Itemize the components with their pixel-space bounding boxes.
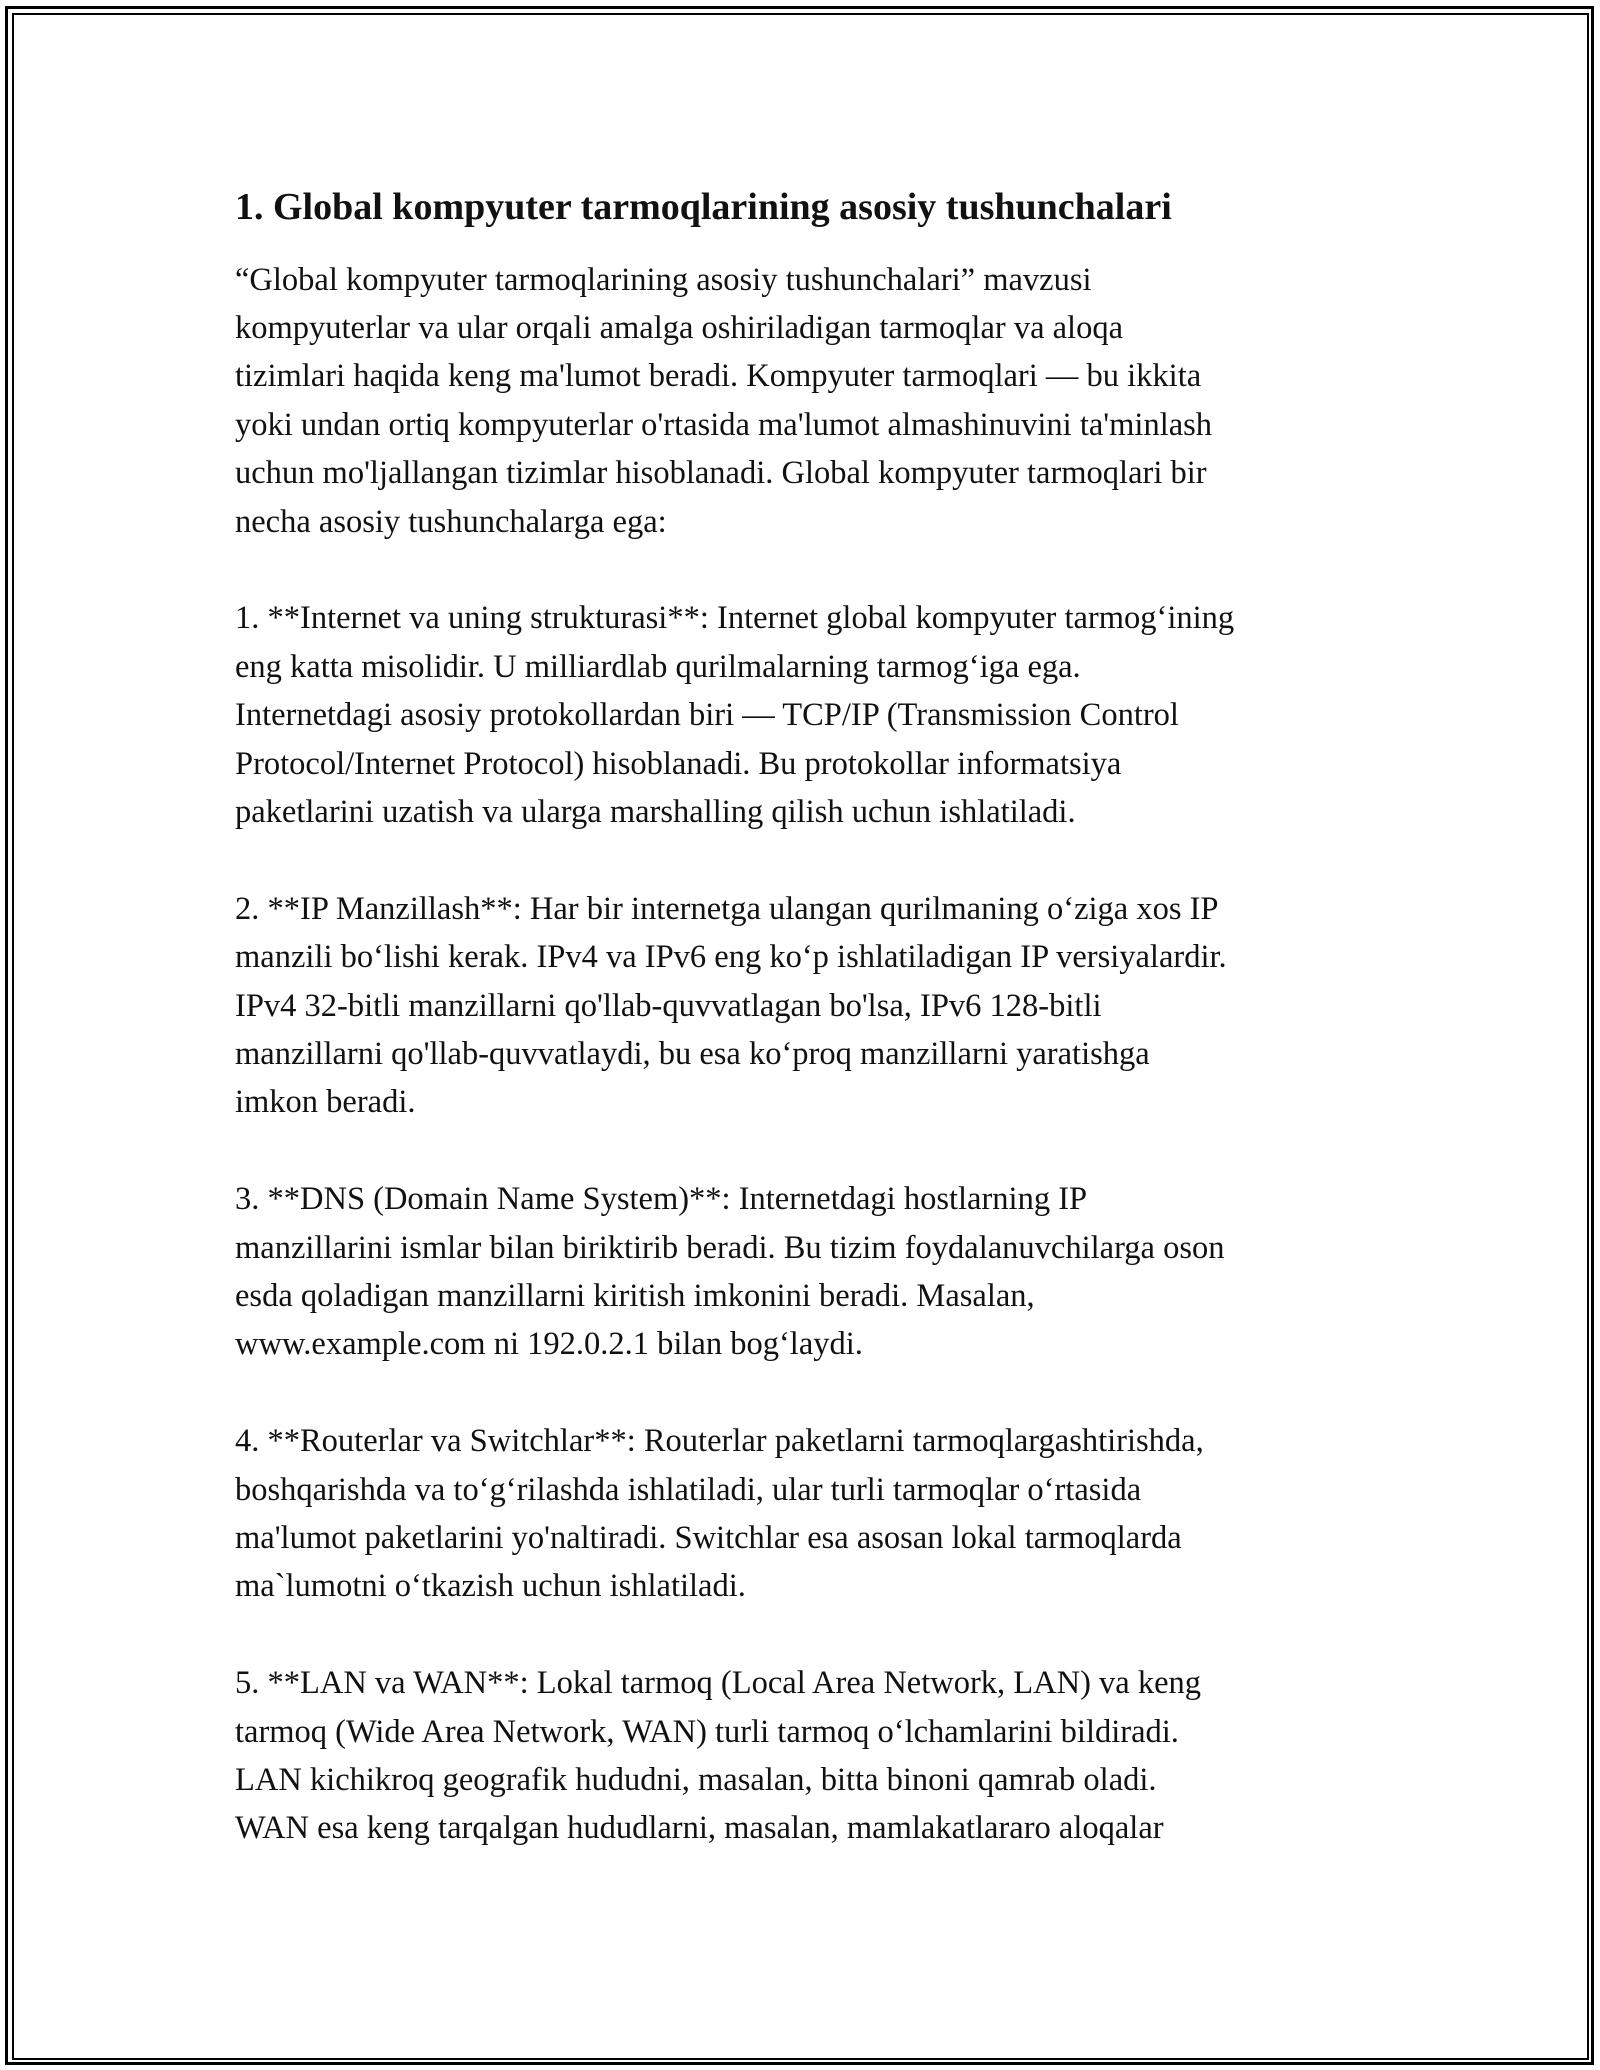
list-item-ip-addressing: 2. **IP Manzillash**: Har bir internetga ulangan qurilmaning oʻziga xos IP manzili boʻlishi kerak. IPv4 va IPv6 eng koʻp ishlatiladigan IP versiyalardir. IPv4 32-bitli manzillarni qo'llab-quvvatlagan bo'lsa, IPv6 128-bitli manzillarni qo'llab-quvvatlaydi, bu esa koʻproq manzillarni yaratishga imkon beradi. bbox=[235, 890, 1227, 1121]
list-item-routers-switches: 4. **Routerlar va Switchlar**: Routerlar paketlarni tarmoqlargashtirishda, boshqarishda va toʻgʻrilashda ishlatiladi, ular turli tarmoqlar oʻrtasida ma'lumot paketlarini yo'naltiradi. Switchlar esa asosan lokal tarmoqlarda ma`lumotni oʻtkazish uchun ishlatiladi. bbox=[235, 1423, 1204, 1605]
list-item-dns: 3. **DNS (Domain Name System)**: Internetdagi hostlarning IP manzillarini ismlar bilan biriktirib beradi. Bu tizim foydalanuvchilarga oson esda qoladigan manzillarni kiritish imkonini beradi. Masalan, www.example.com ni 192.0.2.1 bilan bogʻlaydi. bbox=[235, 1181, 1225, 1363]
intro-paragraph: “Global kompyuter tarmoqlarining asosiy tushunchalari” mavzusi kompyuterlar va ular orqali amalga oshiriladigan tarmoqlar va aloqa tizimlari haqida keng ma'lumot beradi. Kompyuter tarmoqlari — bu ikkita yoki undan ortiq kompyuterlar o'rtasida ma'lumot almashinuvini ta'minlash uchun mo'ljallangan tizimlar hisoblanadi. Global kompyuter tarmoqlari bir necha asosiy tushunchalarga ega: bbox=[235, 261, 1213, 540]
list-item-internet: 1. **Internet va uning strukturasi**: Internet global kompyuter tarmogʻining eng katta misolidir. U milliardlab qurilmalarning tarmogʻiga ega. Internetdagi asosiy protokollardan biri — TCP/IP (Transmission Control Protocol/Internet Protocol) hisoblanadi. Bu protokollar informatsiya paketlarini uzatish va ularga marshalling qilish uchun ishlatiladi. bbox=[235, 600, 1235, 830]
list-item-lan-wan: 5. **LAN va WAN**: Lokal tarmoq (Local Area Network, LAN) va keng tarmoq (Wide Area Network, WAN) turli tarmoq oʻlchamlarini bildiradi. LAN kichikroq geografik hududni, masalan, bitta binoni qamrab oladi. WAN esa keng tarqalgan hududlarni, masalan, mamlakatlararo aloqalar bbox=[235, 1665, 1202, 1847]
section-heading: 1. Global kompyuter tarmoqlarining asosiy tushunchalari bbox=[235, 186, 1172, 228]
document-body bbox=[235, 184, 1375, 1901]
